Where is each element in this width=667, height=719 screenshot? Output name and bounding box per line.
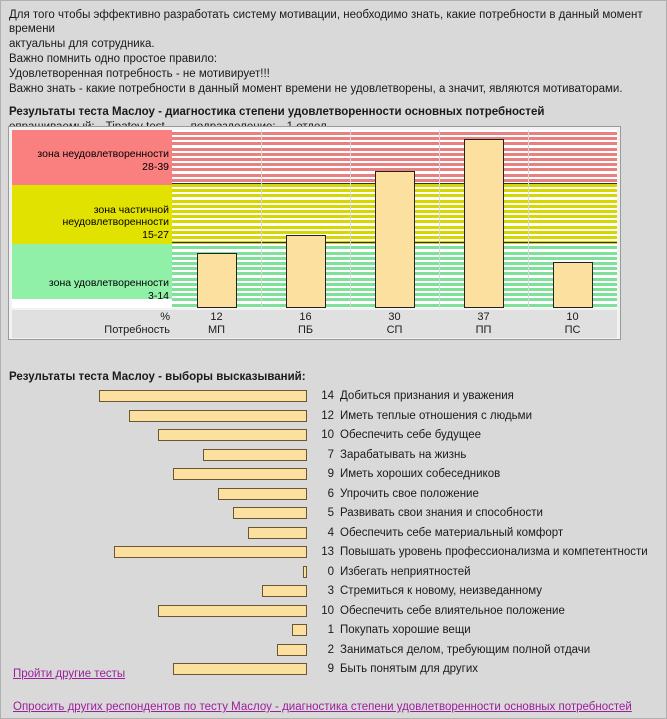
statement-value: 10 xyxy=(321,604,334,617)
link-other-tests[interactable]: Пройти другие тесты xyxy=(13,668,126,680)
chart-bar xyxy=(286,235,326,308)
statement-row xyxy=(1,485,667,505)
statement-value: 0 xyxy=(327,565,334,578)
statement-bar xyxy=(203,449,307,461)
chart-bars-layer xyxy=(172,130,617,308)
statement-bar xyxy=(248,527,307,539)
statement-row xyxy=(1,524,667,544)
statement-value: 3 xyxy=(327,585,334,597)
statement-label: Обеспечить себе материальный комфорт xyxy=(340,526,564,539)
chart-zone-range: 15-27 xyxy=(142,228,169,241)
chart-axis-category-header: Потребность xyxy=(104,324,170,336)
statement-bar xyxy=(114,546,307,558)
chart-zone-range: 3-14 xyxy=(147,289,169,302)
statement-label: Обеспечить себе влиятельное положение xyxy=(340,604,565,617)
statement-bar xyxy=(233,507,307,519)
statement-value: 14 xyxy=(321,390,334,402)
intro-line: Важно знать - какие потребности в данный момент времени не удовлетворены, а значит, являются мотиваторами. xyxy=(9,83,623,95)
statement-label: Иметь хороших собеседников xyxy=(340,468,501,480)
chart-zone-label xyxy=(11,148,169,173)
chart-category-tick: МП xyxy=(207,324,226,336)
statement-label: Покупать хорошие вещи xyxy=(340,624,471,636)
chart-zone-label xyxy=(11,277,169,302)
chart-value-tick: 12 xyxy=(210,311,223,323)
needs-zone-chart xyxy=(8,126,621,340)
statement-bar xyxy=(218,488,307,500)
statement-label: Стремиться к новому, неизведанному xyxy=(340,585,543,597)
intro-line: Важно помнить одно простое правило: xyxy=(9,53,218,65)
statement-label: Развивать свои знания и способности xyxy=(340,507,543,519)
chart-zone-name: зона удовлетворенности xyxy=(48,277,169,290)
statement-label: Обеспечить себе будущее xyxy=(340,429,482,441)
statement-row xyxy=(1,407,667,427)
statement-bar xyxy=(292,624,307,636)
statement-bar xyxy=(262,585,307,597)
link-survey-other-respondents[interactable]: Опросить других респондентов по тесту Маслоу - диагностика степени удовлетворенности основных потребностей xyxy=(13,701,632,713)
chart-value-tick: 37 xyxy=(477,311,490,323)
chart-zone-label xyxy=(11,204,169,242)
chart-value-tick: 10 xyxy=(566,311,579,323)
statement-value: 12 xyxy=(321,409,334,422)
chart-plot-area xyxy=(12,130,617,308)
statement-label: Зарабатывать на жизнь xyxy=(340,448,467,461)
chart-zone-band xyxy=(12,244,172,302)
chart-value-tick: 16 xyxy=(299,311,312,323)
chart-bar xyxy=(197,253,237,308)
chart-bar xyxy=(464,139,504,308)
intro-line: Для того чтобы эффективно разработать систему мотивации, необходимо знать, какие потребности в данный момент времени xyxy=(9,9,643,35)
statement-row xyxy=(1,387,667,407)
statement-value: 9 xyxy=(327,663,334,675)
chart-category-tick: СП xyxy=(386,324,403,336)
chart-axis-values-row xyxy=(12,311,617,324)
statement-label: Добиться признания и уважения xyxy=(340,390,514,402)
chart-zone-name: зона неудовлетворенности xyxy=(37,148,169,160)
chart-axis-categories-row xyxy=(12,324,617,337)
chart-category-tick: ПП xyxy=(475,324,492,336)
statement-bar xyxy=(129,410,307,422)
statement-row xyxy=(1,446,667,466)
statement-value: 13 xyxy=(321,546,334,558)
chart-zone-legend xyxy=(12,130,172,308)
statements-title: Результаты теста Маслоу - выборы высказываний: xyxy=(9,371,306,383)
statement-label: Заниматься делом, требующим полной отдачи xyxy=(340,643,591,656)
chart-zone-band xyxy=(12,185,172,244)
intro-line: Удовлетворенная потребность - не мотивирует!!! xyxy=(9,68,270,80)
statement-bar xyxy=(303,566,307,578)
chart-axis xyxy=(12,310,617,338)
statement-value: 5 xyxy=(327,507,334,519)
statement-bar xyxy=(99,390,307,402)
statement-row xyxy=(1,621,667,641)
statement-value: 9 xyxy=(327,468,334,480)
chart-category-tick: ПБ xyxy=(297,324,314,336)
chart-bar xyxy=(375,171,415,308)
statement-label: Быть понятым для других xyxy=(340,663,479,675)
statement-row xyxy=(1,426,667,446)
intro-line: актуальны для сотрудника. xyxy=(9,38,155,50)
statement-bar xyxy=(158,429,307,441)
statement-row xyxy=(1,504,667,524)
statement-value: 7 xyxy=(327,448,334,461)
statement-bar xyxy=(277,644,307,656)
statement-row xyxy=(1,641,667,661)
chart-zone-band xyxy=(12,130,172,185)
intro-text-block xyxy=(1,1,666,96)
statement-value: 4 xyxy=(327,526,334,539)
chart-zone-range: 28-39 xyxy=(142,160,169,173)
statement-row xyxy=(1,582,667,602)
statement-value: 1 xyxy=(327,624,334,636)
statement-bar xyxy=(158,605,307,617)
statement-value: 6 xyxy=(327,487,334,500)
statements-list xyxy=(1,387,667,680)
statement-label: Упрочить свое положение xyxy=(340,487,479,500)
footer-links xyxy=(13,667,663,714)
chart-value-tick: 30 xyxy=(388,311,401,323)
chart-category-tick: ПС xyxy=(564,324,581,336)
statement-label: Избегать неприятностей xyxy=(340,565,471,578)
statement-label: Повышать уровень профессионализма и компетентности xyxy=(340,546,648,558)
chart-zone-name: зона частичной неудовлетворенности xyxy=(62,203,169,229)
statement-row xyxy=(1,543,667,563)
statement-label: Иметь теплые отношения с людьми xyxy=(340,409,533,422)
statement-value: 10 xyxy=(321,429,334,441)
chart-bar xyxy=(553,262,593,308)
statement-row xyxy=(1,465,667,485)
statement-bar xyxy=(173,468,307,480)
statement-row xyxy=(1,602,667,622)
statement-value: 2 xyxy=(327,643,334,656)
report-title: Результаты теста Маслоу - диагностика степени удовлетворенности основных потребностей xyxy=(9,106,545,118)
statement-row xyxy=(1,563,667,583)
chart-axis-value-header: % xyxy=(160,311,170,323)
